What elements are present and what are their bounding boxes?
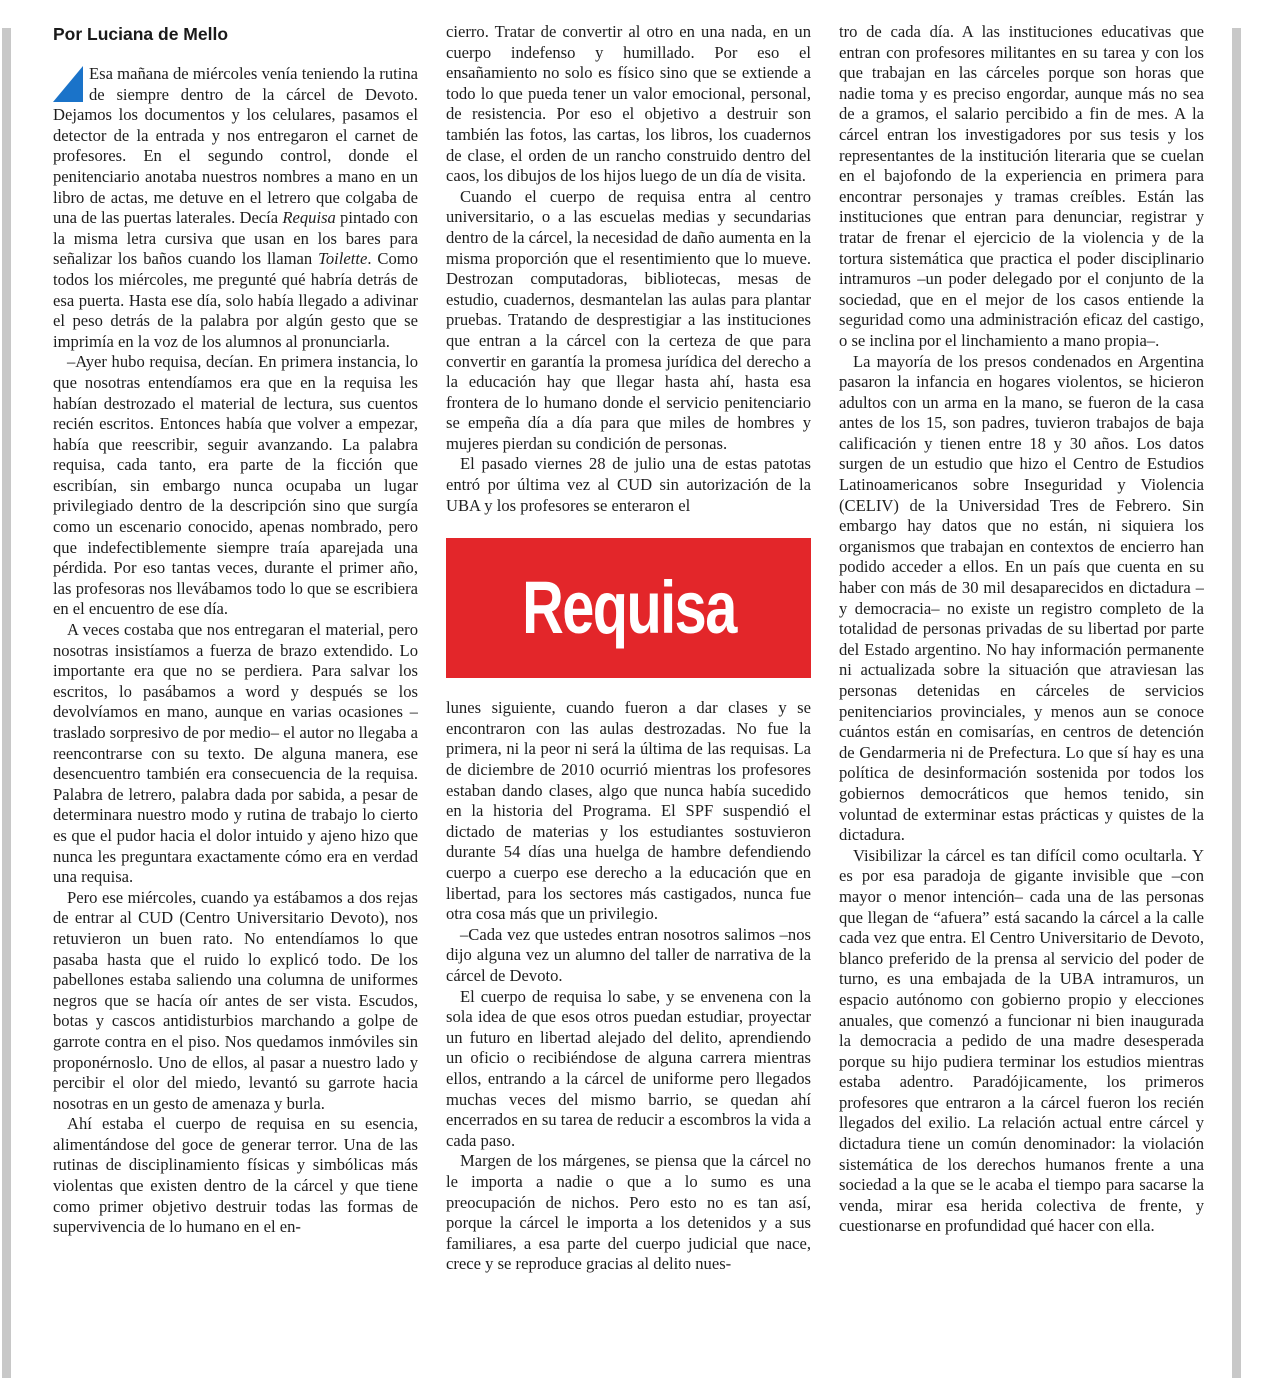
paragraph: Esa mañana de miércoles venía teniendo la rutina de siempre dentro de la cárcel de Devoto. Dejamos los documentos y los celulares, pasamos el detector de la entrada y nos entregaron el carnet de profesores. En el segundo control, donde el penitenciario anotaba nuestros nombres a mano en un libro de actas, me detuve en el letrero que colgaba de una de las puertas laterales. Decía Requisa pintado con la misma letra cursiva que usan en los bares para señalizar los baños cuando los llaman Toilette. Como todos los miércoles, me pregunté qué habría detrás de esa puerta. Hasta ese día, solo había llegado a adivinar el peso detrás de la palabra por algún gesto que se imprimía en la voz de los alumnos al pronunciarla. [53,64,418,351]
paragraph: –Ayer hubo requisa, decían. En primera instancia, lo que nosotras entendíamos era que en la requisa les habían destrozado el material de lectura, sus cuentos recién escritos. Entonces había que volver a empezar, había que reescribir, seguir avanzando. La palabra requisa, cada tanto, era parte de la ficción que escribían, sin embargo nunca ocupaba un lugar privilegiado dentro de la descripción sino que surgía como un escenario conocido, apenas nombrado, pero que indefectiblemente siempre traía aparejada una pérdida. Por eso tantas veces, durante el primer año, las profesoras nos llevábamos todo lo que se escribiera en el encuentro de ese día. [53,352,418,619]
article-column-3 [839,22,1204,1372]
paragraph: Cuando el cuerpo de requisa entra al centro universitario, o a las escuelas medias y secundarias dentro de la cárcel, la necesidad de daño aumenta en la misma proporción que el resentimiento que lo mueve. Destrozan computadoras, bibliotecas, mesas de estudio, cuadernos, desmantelan las aulas para plantar pruebas. Tratando de desprestigiar a las instituciones que entran a la cárcel con la certeza de que para convertir en garantía la promesa jurídica del derecho a la educación hay que llegar hasta ahí, hasta esa frontera de lo humano donde el servicio penitenciario se empeña día a día para que miles de hombres y mujeres pierdan su condición de personas. [446,186,811,453]
paragraph: El pasado viernes 28 de julio una de estas patotas entró por última vez al CUD sin autorización de la UBA y los profesores se enteraron el [446,454,811,515]
right-margin-rule [1232,28,1241,1378]
paragraph: Ahí estaba el cuerpo de requisa en su esencia, alimentándose del goce de generar terror. Una de las rutinas de disciplinamiento físicas y simbólicas más violentas que existen dentro de la cárcel y que tiene como primer objetivo destruir todas las formas de supervivencia de lo humano en el en- [53,1114,418,1237]
article-column-1 [53,22,418,1372]
paragraph-continued: lunes siguiente, cuando fueron a dar clases y se encontraron con las aulas destrozadas. No fue la primera, ni la peor ni será la última de las requisas. La de diciembre de 2010 ocurrió mientras los profesores estaban dando clases, algo que nunca había sucedido en la historia del Programa. El SPF suspendió el dictado de materias y los estudiantes sostuvieron durante 54 días una huelga de hambre defendiendo cuerpo a cuerpo ese derecho a la educación que en libertad, para los sectores más castigados, nunca fue otra cosa más que un privilegio. [446,698,811,924]
headline: Requisa [521,565,736,649]
paragraph-continued: tro de cada día. A las instituciones educativas que entran con profesores militantes en su tarea y con los que trabajan en las cárceles porque son horas que nadie toma y es preciso engordar, aunque más no sea de a gramos, el salario percibido a fin de mes. A la cárcel entran los investigadores por sus tesis y los representantes de la institución literaria que se cuelan en el bajofondo de la experiencia en primera para encontrar personajes y tramas creíbles. Están las instituciones que entran para denunciar, registrar y tratar de frenar el ejercicio de la violencia y de la tortura sistemática que practica el poder disciplinario intramuros –un poder delegado por el conjunto de la sociedad, que en el mejor de los casos entiende la seguridad como una administración eficaz del castigo, o se inclina por el linchamiento a mano propia–. [839,22,1204,350]
byline: Por Luciana de Mello [53,24,229,44]
paragraph: Visibilizar la cárcel es tan difícil como ocultarla. Y es por esa paradoja de gigante invisible que –con mayor o menor intención– cada una de las personas que llegan de “afuera” está sacando la cárcel a la calle cada vez que entra. El Centro Universitario de Devoto, blanco preferido de la prensa al servicio del poder de turno, es una embajada de la UBA intramuros, un espacio autónomo con gobierno propio y elecciones anuales, que comenzó a funcionar ni bien inaugurada la democracia a pedido de una madre desesperada porque su hijo pudiera terminar los estudios mientras estaba adentro. Paradójicamente, los primeros profesores que entraron a la cárcel fueron los recién llegados del exilio. La relación actual entre cárcel y dictadura tiene un común denominador: la violación sistemática de los derechos humanos frente a una sociedad a la que se le acaba el tiempo para sacarse la venda, mirar esa herida colectiva de frente, y cuestionarse en profundidad qué hacer con ella. [839,845,1204,1236]
triangle-ornament-icon [53,66,83,102]
paragraph: Pero ese miércoles, cuando ya estábamos a dos rejas de entrar al CUD (Centro Universitario Devoto), nos retuvieron un buen rato. No entendíamos lo que pasaba hasta que el ruido lo explicó todo. De los pabellones estaba saliendo una columna de uniformes negros que se hacía oír antes de ser vista. Escudos, botas y cascos antidisturbios marchando a golpe de garrote contra en el piso. Nos quedamos inmóviles sin proponérnoslo. Uno de ellos, al pasar a nuestro lado y percibir el olor del miedo, levantó su garrote hacia nosotras en un gesto de amenaza y burla. [53,887,418,1113]
paragraph: A veces costaba que nos entregaran el material, pero nosotras insistíamos a fuerza de brazo extendido. Lo importante era que no se perdiera. Para salvar los escritos, lo pasábamos a word y después se los devolvíamos en mano, aunque en varias ocasiones –traslado sorpresivo de por medio– el autor no llegaba a reencontrarse con su texto. De alguna manera, ese desencuentro también era consecuencia de la requisa. Palabra de letrero, palabra dada por sabida, a pesar de determinara nuestro modo y rutina de trabajo lo cierto es que el pudor hacia el dolor intuido y ajeno hizo que nunca les preguntara exactamente cómo era en verdad una requisa. [53,620,418,887]
paragraph: –Cada vez que ustedes entran nosotros salimos –nos dijo alguna vez un alumno del taller de narrativa de la cárcel de Devoto. [446,924,811,985]
paragraph-continued: cierro. Tratar de convertir al otro en una nada, en un cuerpo indefenso y humillado. Por eso el ensañamiento no solo es físico sino que se extiende a todo lo que pueda tener un valor emocional, personal, de resistencia. Por eso el objetivo a destruir son también las fotos, las cartas, los libros, los cuadernos de clase, el orden de un rancho construido dentro del caos, los dibujos de los hijos luego de un día de visita. [446,22,811,186]
headline-banner [446,538,811,678]
article-column-2 [446,22,811,1372]
left-margin-rule [2,28,11,1378]
paragraph: Margen de los márgenes, se piensa que la cárcel no le importa a nadie o que a lo sumo es una preocupación de nichos. Pero esto no es tan así, porque la cárcel le importa a los detenidos y a sus familiares, a esa parte del cuerpo judicial que nace, crece y se reproduce gracias al delito nues- [446,1151,811,1274]
paragraph: La mayoría de los presos condenados en Argentina pasaron la infancia en hogares violentos, se hicieron adultos con un arma en la mano, se fueron de la casa antes de los 15, son padres, tuvieron trabajos de baja calificación y tienen entre 18 y 30 años. Los datos surgen de un estudio que hizo el Centro de Estudios Latinoamericanos sobre Inseguridad y Violencia (CELIV) de la Universidad Tres de Febrero. Sin embargo hay datos que no están, ni siquiera los organismos que trabajan en contextos de encierro han podido acceder a ellos. En un país que cuenta en su haber con más de 30 mil desaparecidos en dictadura –y democracia– no existe un registro completo de la totalidad de personas privadas de su libertad por parte del Estado argentino. No hay información permanente ni actualizada sobre la situación que atraviesan las personas detenidas en cárceles de servicios penitenciarios provinciales, y menos aun se conoce cuántos están en comisarías, en centros de detención de Gendarmeria ni de Prefectura. Lo que sí hay es una política de desinformación sostenida por todos los gobiernos democráticos que hemos tenido, sin voluntad de exterminar estas prácticas y quistes de la dictadura. [839,351,1204,845]
paragraph: El cuerpo de requisa lo sabe, y se envenena con la sola idea de que esos otros puedan estudiar, proyectar un futuro en libertad alejado del delito, aprendiendo un oficio o recibiéndose de alguna carrera mientras ellos, entrando a la cárcel de uniforme pero llegados muchas veces del mismo barrio, se quedan ahí encerrados en su tarea de reducir a escombros la vida a cada paso. [446,986,811,1150]
